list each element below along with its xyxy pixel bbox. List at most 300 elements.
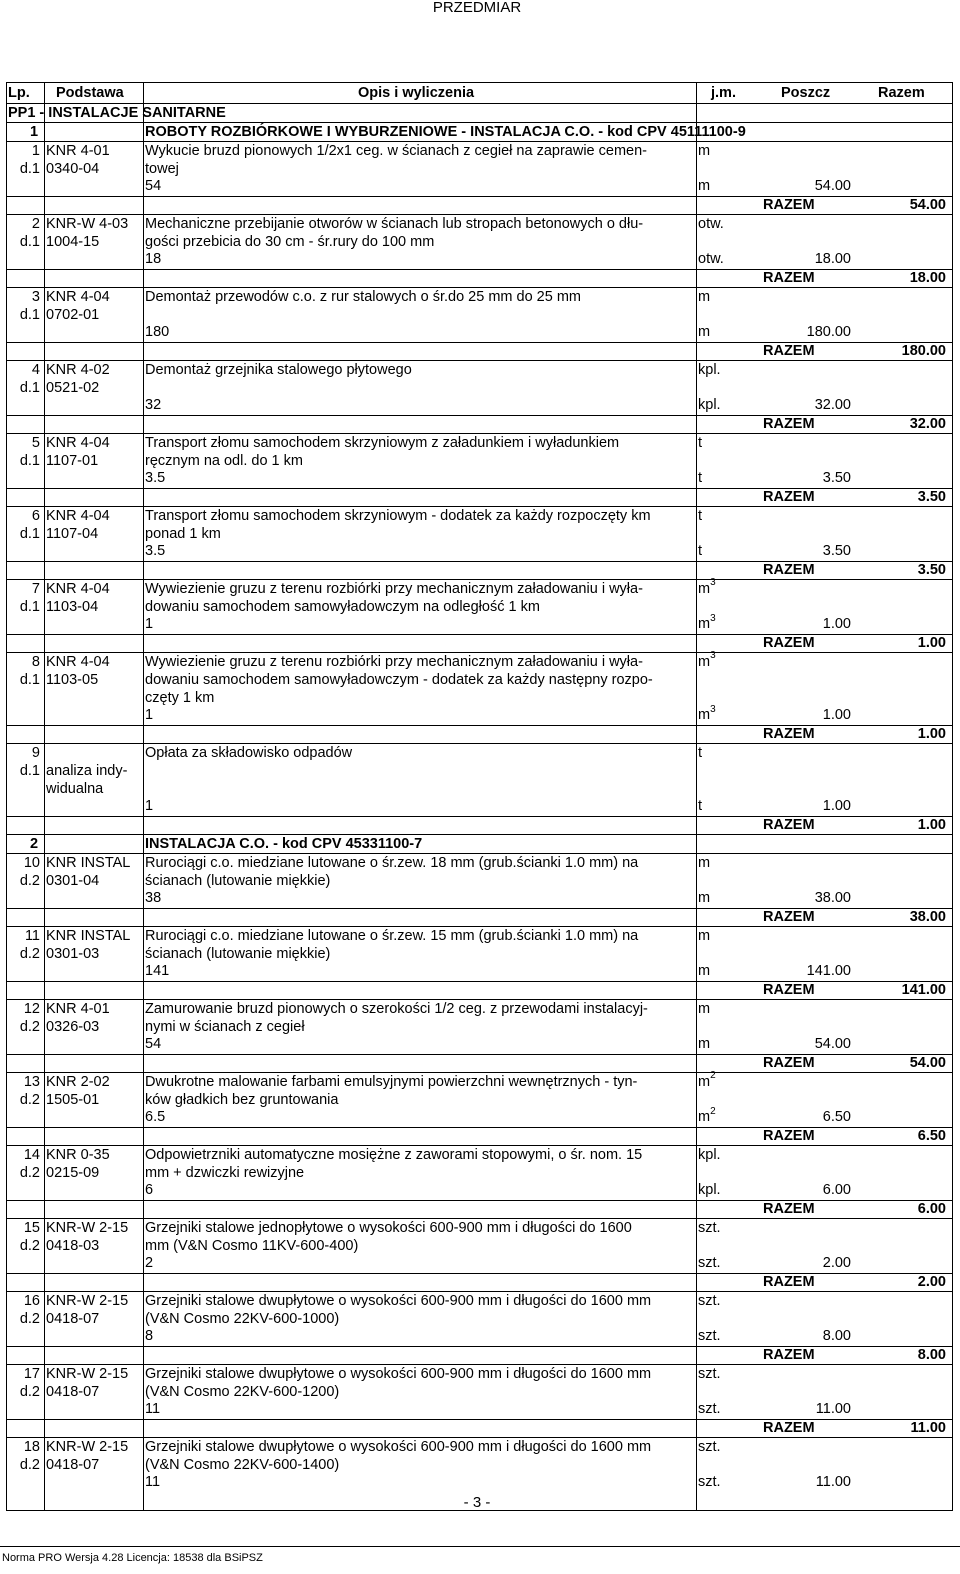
row-lp-sub: d.1 bbox=[19, 453, 40, 469]
row-lp: 7 bbox=[31, 581, 40, 597]
row-quantity bbox=[145, 543, 946, 561]
row-quantity-unit bbox=[698, 1106, 716, 1125]
group-number: 1 bbox=[30, 124, 39, 140]
row-sum-value: 1.00 bbox=[917, 817, 946, 833]
row-sum-label: RAZEM bbox=[763, 909, 815, 925]
row-description-line: towej bbox=[145, 161, 179, 177]
row-sum-value: 6.50 bbox=[917, 1128, 946, 1144]
row-description-line: ścianach (lutowanie miękkie) bbox=[145, 873, 331, 889]
row-sum-value: 2.00 bbox=[917, 1274, 946, 1290]
row-sum bbox=[6, 1346, 952, 1365]
row-unit-text: m bbox=[698, 289, 711, 305]
row-unit bbox=[698, 507, 768, 525]
row-quantity-expr: 2 bbox=[145, 1255, 154, 1271]
row-sum-label: RAZEM bbox=[763, 726, 815, 742]
row-basis: KNR 4-04 bbox=[46, 508, 110, 524]
row-sum bbox=[6, 1054, 952, 1073]
row-sum bbox=[6, 342, 952, 361]
row-basis: KNR-W 2-15 bbox=[46, 1293, 129, 1309]
row-unit-text: m bbox=[698, 581, 711, 597]
row-sum-label: RAZEM bbox=[763, 817, 815, 833]
row-quantity-value: 32.00 bbox=[814, 397, 851, 413]
row-description-line: Wykucie bruzd pionowych 1/2x1 ceg. w ścianach z cegieł na zaprawie cemen- bbox=[145, 143, 647, 159]
row-sum-label: RAZEM bbox=[763, 1055, 815, 1071]
row-sum-label: RAZEM bbox=[763, 1128, 815, 1144]
row-quantity-value: 6.50 bbox=[822, 1109, 851, 1125]
row-sum-label: RAZEM bbox=[763, 1420, 815, 1436]
row-lp-sub: d.2 bbox=[19, 1384, 40, 1400]
row-unit-text: kpl. bbox=[698, 1147, 721, 1163]
row-unit bbox=[698, 288, 768, 306]
row-sum-label: RAZEM bbox=[763, 416, 815, 432]
row-description-line: (V&N Cosmo 22KV-600-1400) bbox=[145, 1457, 340, 1473]
row-basis-extra: widualna bbox=[46, 781, 104, 797]
row-sum bbox=[6, 561, 952, 580]
row-quantity-unit-text: kpl. bbox=[698, 397, 721, 413]
row-unit bbox=[698, 1000, 768, 1018]
row-lp-sub: d.1 bbox=[19, 380, 40, 396]
row-unit-exp: 3 bbox=[710, 650, 716, 661]
row-quantity-value: 6.00 bbox=[822, 1182, 851, 1198]
row-quantity-expr: 11 bbox=[145, 1474, 161, 1490]
page-number: - 3 - bbox=[463, 1494, 491, 1511]
row-description-line: mm + dzwiczki rewizyjne bbox=[145, 1165, 305, 1181]
row-lp: 17 bbox=[23, 1366, 40, 1382]
row-sum-value: 54.00 bbox=[909, 1055, 946, 1071]
row-description-line: (V&N Cosmo 22KV-600-1000) bbox=[145, 1311, 340, 1327]
row-quantity bbox=[145, 397, 946, 415]
row-description-line: ponad 1 km bbox=[145, 526, 221, 542]
row-quantity-unit-text: szt. bbox=[698, 1474, 721, 1490]
row-lp: 2 bbox=[31, 216, 40, 232]
row-sum-label: RAZEM bbox=[763, 489, 815, 505]
header-podstawa: Podstawa bbox=[56, 85, 124, 101]
row-lp-sub: d.2 bbox=[19, 1457, 40, 1473]
row-quantity-value: 3.50 bbox=[822, 543, 851, 559]
row-lp: 1 bbox=[31, 143, 40, 159]
row-basis: KNR 4-04 bbox=[46, 654, 110, 670]
row-unit-text: m bbox=[698, 143, 711, 159]
row-quantity-value: 38.00 bbox=[814, 890, 851, 906]
row-quantity-expr: 1 bbox=[145, 707, 154, 723]
row-quantity-expr: 3.5 bbox=[145, 543, 166, 559]
row-description-line: ków gładkich bez gruntowania bbox=[145, 1092, 339, 1108]
row-basis: KNR 4-02 bbox=[46, 362, 110, 378]
table-row bbox=[6, 744, 952, 835]
row-description-line: Wywiezienie gruzu z terenu rozbiórki przy mechanicznym załadowaniu i wyła- bbox=[145, 654, 643, 670]
row-description-line: dowaniu samochodem samowyładowczym - dodatek za każdy następny rozpo- bbox=[145, 672, 653, 688]
row-basis-code: 1107-04 bbox=[46, 526, 99, 542]
table-row bbox=[6, 650, 952, 744]
row-quantity bbox=[145, 470, 946, 488]
table-row bbox=[6, 1070, 952, 1146]
row-quantity-unit-exp: 2 bbox=[710, 1106, 716, 1117]
row-unit-text: otw. bbox=[698, 216, 724, 232]
row-quantity-unit bbox=[698, 178, 710, 194]
row-unit bbox=[698, 650, 768, 671]
row-quantity-unit-text: szt. bbox=[698, 1401, 721, 1417]
row-quantity-unit bbox=[698, 1401, 721, 1417]
column-divider bbox=[143, 82, 144, 1511]
row-basis: KNR 4-04 bbox=[46, 289, 110, 305]
row-sum-value: 3.50 bbox=[917, 562, 946, 578]
row-unit bbox=[698, 142, 768, 160]
row-sum-value: 54.00 bbox=[909, 197, 946, 213]
group-title: ROBOTY ROZBIÓRKOWE I WYBURZENIOWE - INSTALACJA C.O. - kod CPV 45111100-9 bbox=[145, 124, 746, 140]
row-basis: KNR 4-04 bbox=[46, 435, 110, 451]
row-lp: 16 bbox=[23, 1293, 40, 1309]
row-quantity-unit bbox=[698, 1474, 721, 1490]
row-basis-code: 1004-15 bbox=[46, 234, 100, 250]
row-lp: 13 bbox=[23, 1074, 40, 1090]
row-quantity bbox=[145, 1036, 946, 1054]
row-basis-code: 0301-04 bbox=[46, 873, 100, 889]
row-quantity-expr: 6.5 bbox=[145, 1109, 166, 1125]
row-description-line: gości przebicia do 30 cm - śr.rury do 100 mm bbox=[145, 234, 435, 250]
row-lp: 14 bbox=[23, 1147, 40, 1163]
row-quantity-unit bbox=[698, 1036, 710, 1052]
table-row bbox=[6, 854, 952, 927]
section-title: PP1 - INSTALACJE SANITARNE bbox=[6, 104, 952, 123]
row-lp-sub: d.2 bbox=[19, 1165, 40, 1181]
row-quantity bbox=[145, 704, 946, 725]
row-quantity-unit bbox=[698, 251, 724, 267]
row-sum bbox=[6, 816, 952, 835]
row-basis-code: 0340-04 bbox=[46, 161, 100, 177]
header-razem: Razem bbox=[878, 85, 925, 101]
row-unit-text: m bbox=[698, 1001, 711, 1017]
row-basis-code: 0418-07 bbox=[46, 1311, 100, 1327]
row-quantity-value: 54.00 bbox=[814, 1036, 851, 1052]
row-unit bbox=[698, 434, 768, 452]
table-row bbox=[6, 361, 952, 434]
row-quantity-value: 11.00 bbox=[815, 1474, 851, 1490]
row-sum bbox=[6, 415, 952, 434]
column-divider bbox=[696, 82, 697, 1511]
row-description-line: Rurociągi c.o. miedziane lutowane o śr.zew. 18 mm (grub.ścianki 1.0 mm) na bbox=[145, 855, 639, 871]
row-sum-label: RAZEM bbox=[763, 343, 815, 359]
row-quantity-expr: 141 bbox=[145, 963, 170, 979]
row-unit-text: szt. bbox=[698, 1220, 721, 1236]
row-lp-sub: d.2 bbox=[19, 873, 40, 889]
row-sum bbox=[6, 1200, 952, 1219]
row-description-line: mm (V&N Cosmo 11KV-600-400) bbox=[145, 1238, 359, 1254]
row-unit bbox=[698, 744, 768, 762]
row-quantity-expr: 8 bbox=[145, 1328, 154, 1344]
row-description-line: Wywiezienie gruzu z terenu rozbiórki przy mechanicznym załadowaniu i wyła- bbox=[145, 581, 643, 597]
row-quantity-unit-text: szt. bbox=[698, 1255, 721, 1271]
group-header bbox=[6, 835, 952, 854]
row-basis-code: 0215-09 bbox=[46, 1165, 100, 1181]
row-quantity-unit-text: m bbox=[698, 1036, 711, 1052]
row-description-line: ścianach (lutowanie miękkie) bbox=[145, 946, 331, 962]
row-unit-text: t bbox=[698, 508, 703, 524]
header-lp: Lp. bbox=[8, 85, 30, 101]
row-lp-sub: d.2 bbox=[19, 1311, 40, 1327]
row-quantity-expr: 1 bbox=[145, 798, 154, 814]
row-quantity-unit-text: m bbox=[698, 890, 711, 906]
row-unit bbox=[698, 854, 768, 872]
row-sum bbox=[6, 981, 952, 1000]
row-quantity-unit-text: m bbox=[698, 178, 711, 194]
row-sum bbox=[6, 908, 952, 927]
table-row bbox=[6, 577, 952, 653]
table-row bbox=[6, 288, 952, 361]
row-quantity-expr: 3.5 bbox=[145, 470, 166, 486]
row-quantity-unit-text: otw. bbox=[698, 251, 724, 267]
group-number: 2 bbox=[30, 836, 39, 852]
row-quantity bbox=[145, 251, 946, 269]
row-description-line: Transport złomu samochodem skrzyniowym - dodatek za każdy rozpoczęty km bbox=[145, 508, 651, 524]
row-quantity-unit-text: m bbox=[698, 963, 711, 979]
row-description-line: Odpowietrzniki automatyczne mosiężne z zaworami stopowymi, o śr. nom. 15 bbox=[145, 1147, 643, 1163]
row-description-line: Opłata za składowisko odpadów bbox=[145, 745, 353, 761]
row-quantity-value: 1.00 bbox=[822, 707, 851, 723]
row-basis: KNR 4-01 bbox=[46, 143, 110, 159]
row-quantity-unit bbox=[698, 1182, 721, 1198]
row-description-line: Mechaniczne przebijanie otworów w ścianach lub stropach betonowych o dłu- bbox=[145, 216, 644, 232]
row-description-line: (V&N Cosmo 22KV-600-1200) bbox=[145, 1384, 340, 1400]
page-title: PRZEDMIAR bbox=[432, 0, 522, 16]
table-row bbox=[6, 927, 952, 1000]
row-basis-code: 1103-04 bbox=[46, 599, 99, 615]
row-quantity-unit bbox=[698, 1328, 721, 1344]
row-lp-sub: d.1 bbox=[19, 526, 40, 542]
row-description-line: Demontaż przewodów c.o. z rur stalowych o śr.do 25 mm do 25 mm bbox=[145, 289, 581, 305]
row-unit bbox=[698, 1292, 768, 1310]
row-basis: KNR 4-01 bbox=[46, 1001, 110, 1017]
row-basis: KNR-W 2-15 bbox=[46, 1366, 129, 1382]
row-sum-value: 1.00 bbox=[917, 635, 946, 651]
row-quantity-expr: 54 bbox=[145, 1036, 162, 1052]
row-basis-code: 1107-01 bbox=[46, 453, 99, 469]
row-description-line: Dwukrotne malowanie farbami emulsyjnymi powierzchni wewnętrznych - tyn- bbox=[145, 1074, 638, 1090]
row-sum-value: 38.00 bbox=[909, 909, 946, 925]
row-basis: KNR INSTAL bbox=[46, 928, 131, 944]
row-quantity-unit bbox=[698, 397, 721, 413]
row-quantity-unit-text: m bbox=[698, 707, 711, 723]
table-row bbox=[6, 215, 952, 288]
header-poszcz: Poszcz bbox=[781, 85, 831, 101]
row-basis-code: 0702-01 bbox=[46, 307, 100, 323]
row-quantity-unit bbox=[698, 798, 702, 814]
row-description-line: Transport złomu samochodem skrzyniowym z załadunkiem i wyładunkiem bbox=[145, 435, 620, 451]
row-quantity-value: 3.50 bbox=[822, 470, 851, 486]
row-unit bbox=[698, 927, 768, 945]
column-divider bbox=[952, 82, 953, 1511]
row-basis-code: 0326-03 bbox=[46, 1019, 100, 1035]
row-basis: KNR-W 2-15 bbox=[46, 1439, 129, 1455]
row-quantity-value: 54.00 bbox=[814, 178, 851, 194]
row-description-line: Grzejniki stalowe dwupłytowe o wysokości 600-900 mm i długości do 1600 mm bbox=[145, 1366, 652, 1382]
row-unit-text: kpl. bbox=[698, 362, 721, 378]
row-quantity-expr: 1 bbox=[145, 616, 154, 632]
row-sum-label: RAZEM bbox=[763, 982, 815, 998]
row-quantity-unit-text: m bbox=[698, 616, 711, 632]
row-basis-code: 0418-03 bbox=[46, 1238, 100, 1254]
row-unit-text: m bbox=[698, 928, 711, 944]
row-unit-text: szt. bbox=[698, 1439, 721, 1455]
group-header bbox=[6, 123, 952, 142]
row-quantity-unit bbox=[698, 890, 710, 906]
row-quantity-value: 11.00 bbox=[815, 1401, 851, 1417]
row-quantity-value: 18.00 bbox=[814, 251, 851, 267]
table-row bbox=[6, 142, 952, 215]
row-lp-sub: d.2 bbox=[19, 1238, 40, 1254]
row-lp: 18 bbox=[23, 1439, 40, 1455]
row-unit-text: m bbox=[698, 855, 711, 871]
table-row bbox=[6, 1292, 952, 1365]
row-description-line: ręcznym na odl. do 1 km bbox=[145, 453, 303, 469]
row-description-line: Rurociągi c.o. miedziane lutowane o śr.zew. 15 mm (grub.ścianki 1.0 mm) na bbox=[145, 928, 639, 944]
row-description-line: częty 1 km bbox=[145, 690, 215, 706]
row-basis: KNR-W 2-15 bbox=[46, 1220, 129, 1236]
row-quantity-unit-exp: 3 bbox=[710, 613, 716, 624]
row-quantity-unit-text: kpl. bbox=[698, 1182, 721, 1198]
row-lp: 9 bbox=[31, 745, 40, 761]
row-quantity-expr: 54 bbox=[145, 178, 162, 194]
row-description-line: Grzejniki stalowe dwupłytowe o wysokości 600-900 mm i długości do 1600 mm bbox=[145, 1439, 652, 1455]
table-row bbox=[6, 434, 952, 507]
header-opis: Opis i wyliczenia bbox=[358, 85, 475, 101]
row-quantity-expr: 18 bbox=[145, 251, 162, 267]
row-unit-exp: 3 bbox=[710, 577, 716, 588]
row-lp: 12 bbox=[23, 1001, 40, 1017]
row-sum bbox=[6, 634, 952, 653]
row-quantity-unit-text: m bbox=[698, 324, 711, 340]
row-quantity-unit-text: t bbox=[698, 543, 703, 559]
table-row bbox=[6, 507, 952, 580]
row-description-line: Zamurowanie bruzd pionowych o szerokości 1/2 ceg. z przewodami instalacyj- bbox=[145, 1001, 648, 1017]
row-quantity bbox=[145, 1474, 946, 1492]
row-sum bbox=[6, 1419, 952, 1438]
row-unit bbox=[698, 361, 768, 379]
table-row bbox=[6, 1219, 952, 1292]
row-basis-code: 0418-07 bbox=[46, 1457, 100, 1473]
row-quantity-unit bbox=[698, 324, 710, 340]
row-unit-exp: 2 bbox=[710, 1070, 716, 1081]
table-row bbox=[6, 1146, 952, 1219]
row-quantity-expr: 6 bbox=[145, 1182, 154, 1198]
row-sum bbox=[6, 488, 952, 507]
row-description-line: nymi w ścianach z cegieł bbox=[145, 1019, 305, 1035]
row-description-line: Grzejniki stalowe dwupłytowe o wysokości 600-900 mm i długości do 1600 mm bbox=[145, 1293, 652, 1309]
row-quantity bbox=[145, 798, 946, 816]
row-unit-text: szt. bbox=[698, 1293, 721, 1309]
row-unit bbox=[698, 1219, 768, 1237]
row-quantity bbox=[145, 1106, 946, 1127]
row-quantity-expr: 32 bbox=[145, 397, 162, 413]
estimate-table bbox=[6, 82, 952, 1511]
row-lp-sub: d.1 bbox=[19, 763, 40, 779]
row-sum bbox=[6, 269, 952, 288]
row-description-line: Grzejniki stalowe jednopłytowe o wysokości 600-900 mm i długości do 1600 bbox=[145, 1220, 632, 1236]
row-quantity bbox=[145, 324, 946, 342]
row-lp: 3 bbox=[31, 289, 40, 305]
row-basis-code: 0521-02 bbox=[46, 380, 100, 396]
row-description-line: dowaniu samochodem samowyładowczym na odległość 1 km bbox=[145, 599, 540, 615]
row-lp: 5 bbox=[31, 435, 40, 451]
row-sum bbox=[6, 196, 952, 215]
row-basis-code: 1505-01 bbox=[46, 1092, 100, 1108]
row-lp-sub: d.2 bbox=[19, 1092, 40, 1108]
row-basis: KNR 0-35 bbox=[46, 1147, 110, 1163]
row-quantity bbox=[145, 1182, 946, 1200]
row-sum-value: 3.50 bbox=[917, 489, 946, 505]
row-quantity-value: 1.00 bbox=[822, 798, 851, 814]
row-lp: 8 bbox=[31, 654, 40, 670]
row-sum-value: 8.00 bbox=[917, 1347, 946, 1363]
column-divider bbox=[44, 82, 45, 1511]
header-jm: j.m. bbox=[711, 85, 736, 101]
row-quantity-value: 1.00 bbox=[822, 616, 851, 632]
row-quantity-unit-text: m bbox=[698, 1109, 711, 1125]
group-title: INSTALACJA C.O. - kod CPV 45331100-7 bbox=[145, 836, 423, 852]
row-basis: KNR-W 4-03 bbox=[46, 216, 129, 232]
row-basis-code: 0301-03 bbox=[46, 946, 100, 962]
row-unit-text: szt. bbox=[698, 1366, 721, 1382]
row-unit bbox=[698, 1365, 768, 1383]
row-lp-sub: d.1 bbox=[19, 161, 40, 177]
row-quantity-expr: 38 bbox=[145, 890, 162, 906]
row-quantity-unit bbox=[698, 543, 702, 559]
row-unit-text: t bbox=[698, 745, 703, 761]
row-quantity bbox=[145, 1401, 946, 1419]
row-lp-sub: d.2 bbox=[19, 1019, 40, 1035]
row-sum-label: RAZEM bbox=[763, 270, 815, 286]
column-divider bbox=[6, 82, 7, 1511]
row-lp: 10 bbox=[23, 855, 40, 871]
row-quantity-unit-text: t bbox=[698, 470, 703, 486]
row-quantity bbox=[145, 963, 946, 981]
row-lp-sub: d.2 bbox=[19, 946, 40, 962]
row-quantity-expr: 11 bbox=[145, 1401, 161, 1417]
row-quantity-unit bbox=[698, 704, 716, 723]
row-sum bbox=[6, 725, 952, 744]
row-lp-sub: d.1 bbox=[19, 672, 40, 688]
row-sum-value: 11.00 bbox=[910, 1420, 946, 1436]
row-unit-text: m bbox=[698, 1074, 711, 1090]
footer-divider bbox=[0, 1546, 960, 1547]
row-sum-label: RAZEM bbox=[763, 635, 815, 651]
row-sum-label: RAZEM bbox=[763, 562, 815, 578]
row-sum-value: 6.00 bbox=[917, 1201, 946, 1217]
row-unit bbox=[698, 1070, 768, 1091]
row-sum-value: 1.00 bbox=[917, 726, 946, 742]
row-quantity bbox=[145, 890, 946, 908]
row-sum-label: RAZEM bbox=[763, 1201, 815, 1217]
row-quantity-unit-text: t bbox=[698, 798, 703, 814]
row-quantity-unit bbox=[698, 963, 710, 979]
row-quantity-value: 2.00 bbox=[822, 1255, 851, 1271]
row-unit bbox=[698, 1146, 768, 1164]
table-row bbox=[6, 1365, 952, 1438]
table-header bbox=[6, 82, 952, 104]
row-unit bbox=[698, 1438, 768, 1456]
row-unit bbox=[698, 215, 768, 233]
row-basis-code: 0418-07 bbox=[46, 1384, 100, 1400]
row-unit-text: m bbox=[698, 654, 711, 670]
row-quantity bbox=[145, 1255, 946, 1273]
table-row bbox=[6, 1000, 952, 1073]
row-basis: KNR 2-02 bbox=[46, 1074, 110, 1090]
row-lp: 4 bbox=[31, 362, 40, 378]
row-quantity bbox=[145, 613, 946, 634]
row-quantity-unit bbox=[698, 470, 702, 486]
row-quantity-unit bbox=[698, 613, 716, 632]
row-sum-value: 32.00 bbox=[909, 416, 946, 432]
row-lp: 11 bbox=[24, 928, 40, 944]
